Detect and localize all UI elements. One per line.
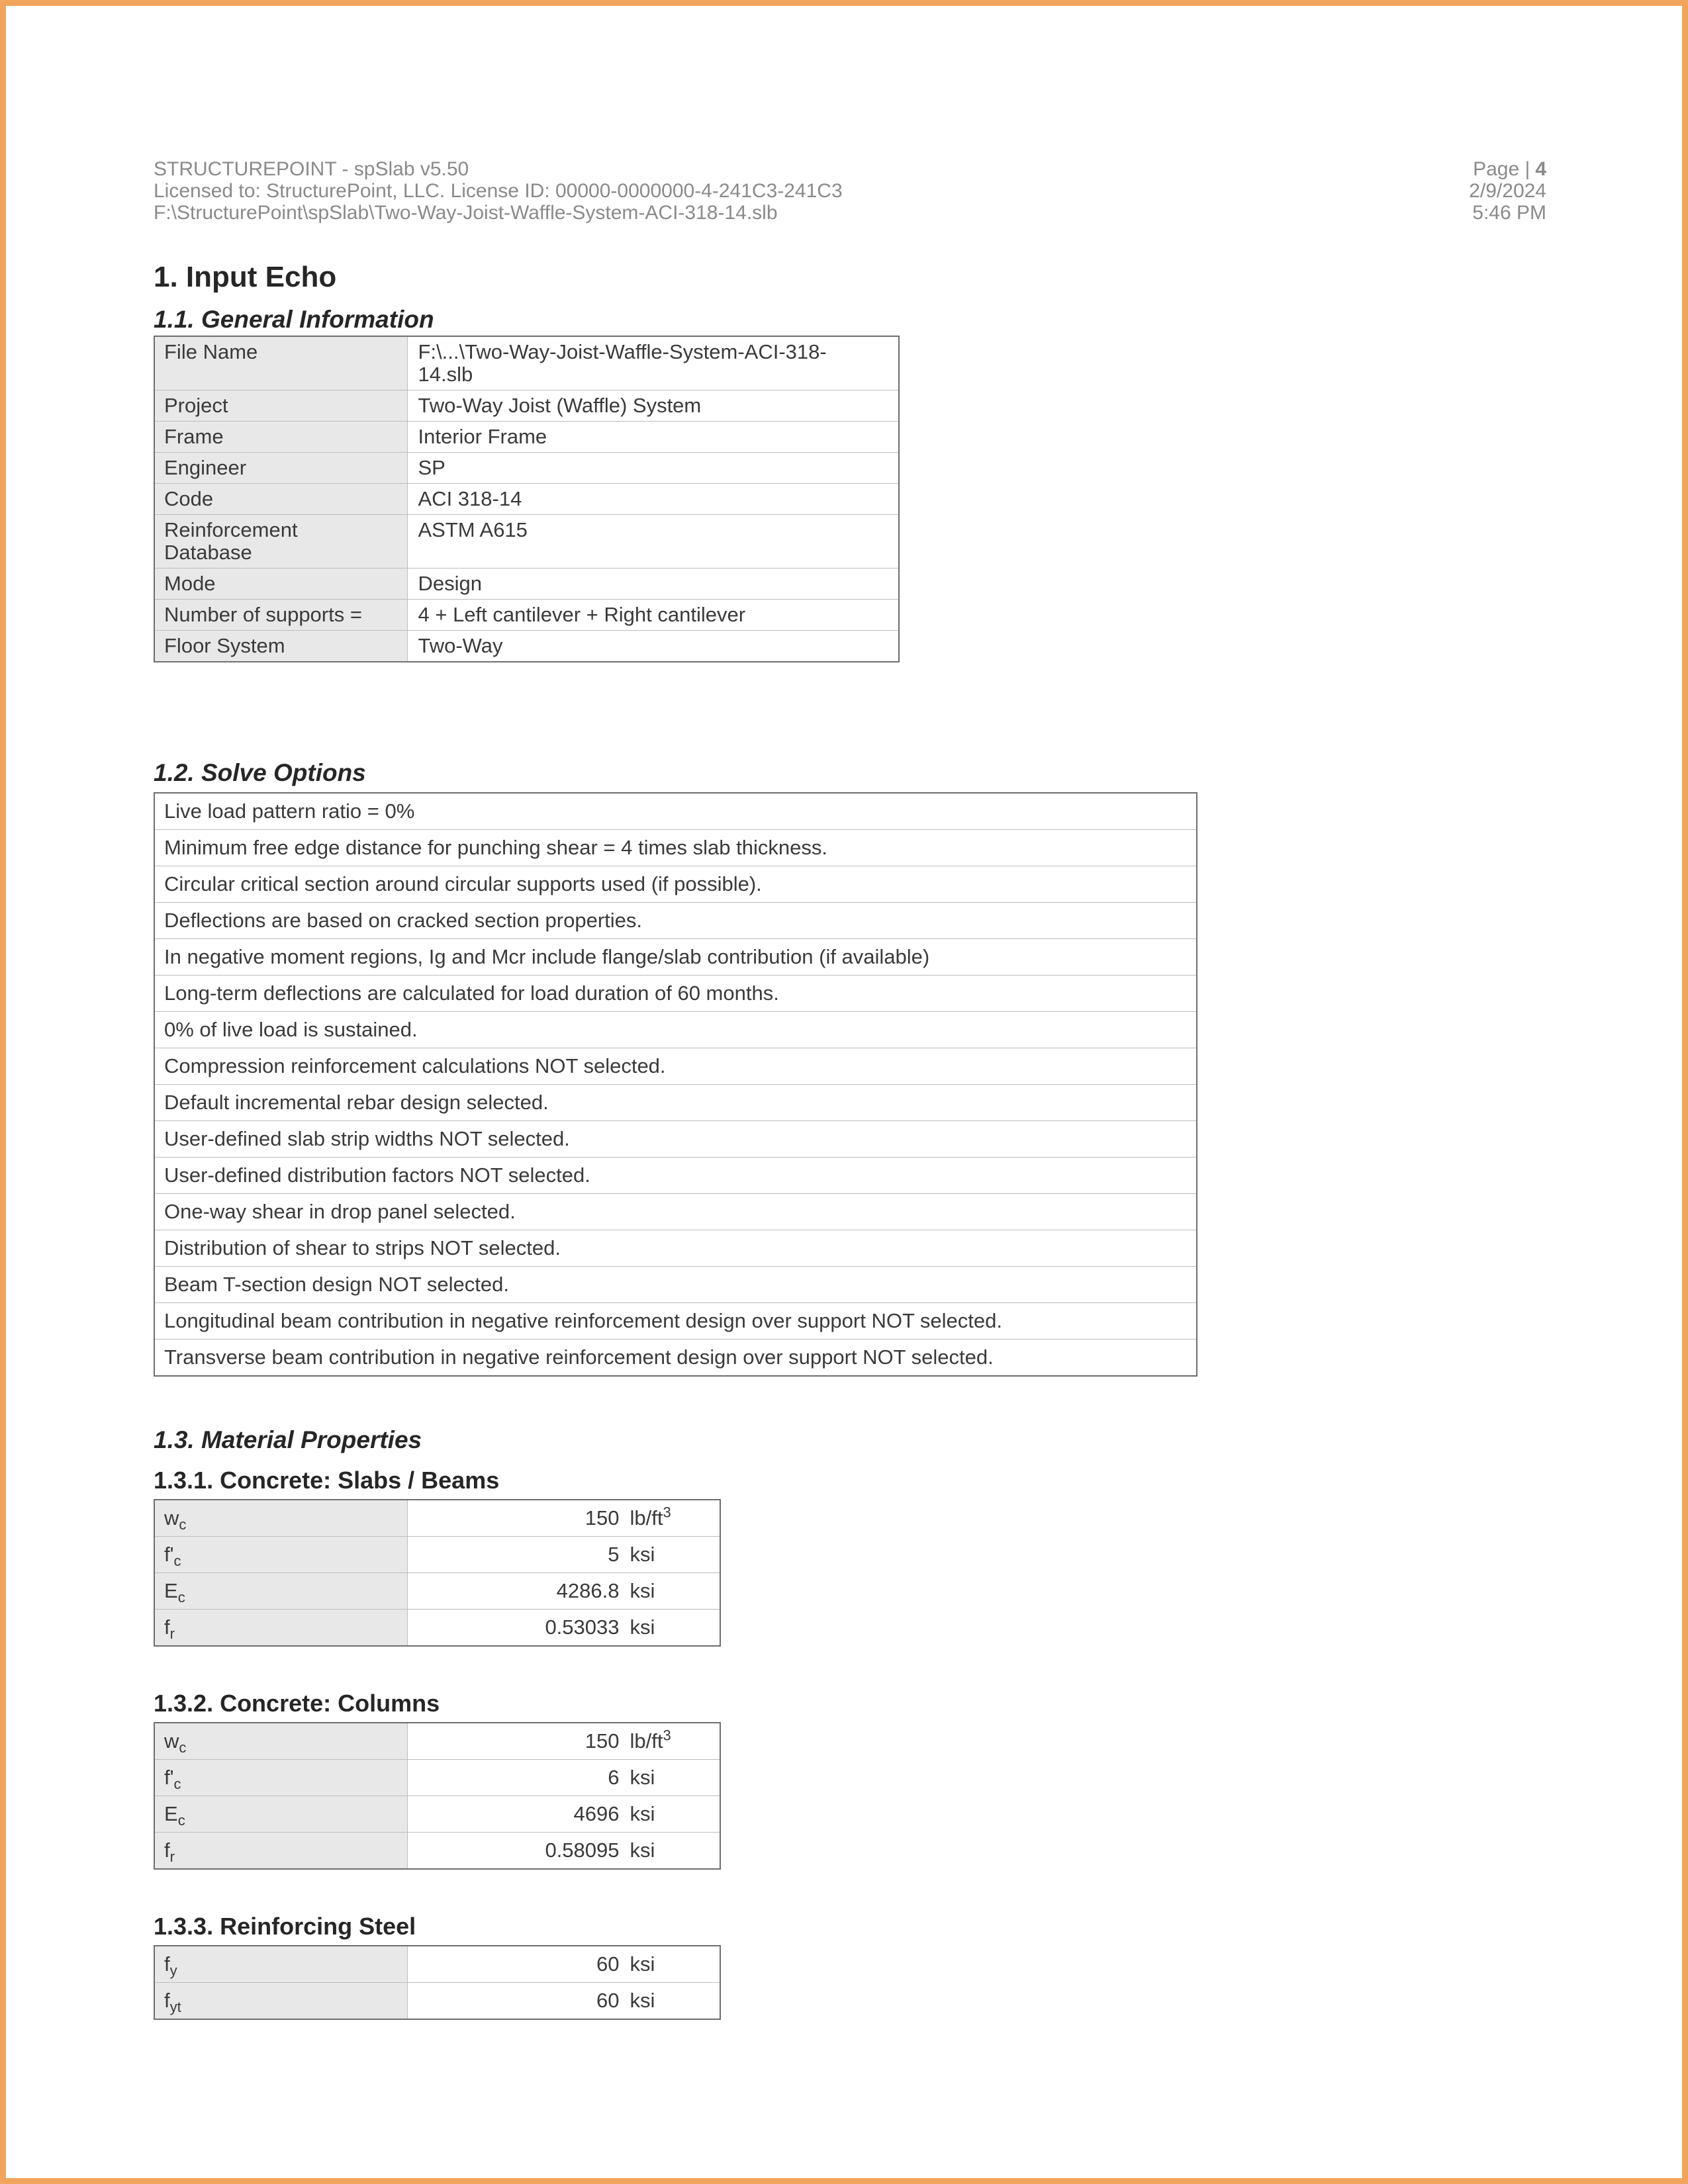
property-unit [630, 1802, 655, 1825]
symbol-subscript: c [179, 1739, 187, 1756]
material-row [154, 1796, 720, 1833]
property-value: 4696 [573, 1802, 620, 1825]
solve-option-row [154, 1194, 1197, 1230]
solve-option-row [154, 1048, 1197, 1085]
property-value-cell [407, 1500, 720, 1537]
app-title: STRUCTUREPOINT - spSlab v5.50 [154, 158, 469, 180]
property-unit [630, 1839, 655, 1862]
unit-superscript: 3 [663, 1727, 671, 1744]
row-value: ASTM A615 [407, 515, 899, 569]
row-value: SP [407, 453, 899, 484]
material-table [154, 1945, 721, 2020]
property-value: 150 [585, 1506, 620, 1529]
property-symbol [154, 1983, 407, 2020]
table-row [154, 336, 899, 390]
solve-option-text: User-defined distribution factors NOT selected. [154, 1158, 1197, 1194]
table-row [154, 422, 899, 453]
symbol-subscript: c [173, 1776, 181, 1793]
property-unit [630, 1506, 671, 1529]
material-table [154, 1722, 721, 1870]
solve-options-table [154, 792, 1197, 1377]
header-right [1469, 158, 1546, 224]
symbol-subscript: c [173, 1553, 181, 1570]
property-value: 0.58095 [545, 1839, 620, 1862]
general-info-table [154, 336, 900, 662]
row-value: 4 + Left cantilever + Right cantilever [407, 600, 899, 631]
material-tables [154, 1469, 1546, 2020]
solve-option-row [154, 939, 1197, 976]
unit-text: ksi [630, 1579, 655, 1602]
solve-options-body [154, 793, 1197, 1376]
symbol-text: f [164, 1615, 170, 1639]
material-subsection-title: 1.3.3. Reinforcing Steel [154, 1913, 416, 1940]
property-symbol [154, 1500, 407, 1537]
table-row [154, 569, 899, 600]
unit-text: ksi [630, 1615, 655, 1639]
solve-option-text: 0% of live load is sustained. [154, 1012, 1197, 1048]
section-title-solve-options: 1.2. Solve Options [154, 759, 366, 786]
unit-text: ksi [630, 1543, 655, 1566]
property-unit [630, 1989, 655, 2012]
material-row [154, 1610, 720, 1647]
property-value-cell [407, 1833, 720, 1870]
material-row [154, 1500, 720, 1537]
symbol-text: w [164, 1506, 179, 1529]
row-label: File Name [154, 336, 407, 390]
unit-text: lb/ft [630, 1729, 663, 1752]
property-value-cell [407, 1946, 720, 1983]
license-line: Licensed to: StructurePoint, LLC. License ID: 00000-0000000-4-241C3-241C3 [154, 180, 843, 202]
solve-option-text: Transverse beam contribution in negative reinforcement design over support NOT selected. [154, 1340, 1197, 1377]
page-content [154, 158, 1546, 2020]
material-row [154, 1760, 720, 1796]
solve-option-text: User-defined slab strip widths NOT selected. [154, 1121, 1197, 1158]
page-header [154, 158, 1546, 224]
property-value: 4286.8 [556, 1579, 620, 1602]
property-unit [630, 1952, 655, 1976]
solve-option-text: Distribution of shear to strips NOT selected. [154, 1230, 1197, 1267]
row-value: Two-Way Joist (Waffle) System [407, 390, 899, 422]
property-unit [630, 1766, 655, 1789]
property-value: 150 [585, 1729, 620, 1752]
unit-text: ksi [630, 1839, 655, 1862]
symbol-text: f [164, 1839, 170, 1862]
report-date: 2/9/2024 [1469, 180, 1546, 202]
row-label: Frame [154, 422, 407, 453]
property-value-cell [407, 1760, 720, 1796]
solve-option-row [154, 1303, 1197, 1340]
solve-option-text: One-way shear in drop panel selected. [154, 1194, 1197, 1230]
solve-option-text: Deflections are based on cracked section properties. [154, 903, 1197, 939]
solve-option-text: In negative moment regions, Ig and Mcr include flange/slab contribution (if available) [154, 939, 1197, 976]
solve-option-row [154, 793, 1197, 830]
section-title-input-echo: 1. Input Echo [154, 261, 337, 293]
solve-option-text: Minimum free edge distance for punching shear = 4 times slab thickness. [154, 830, 1197, 866]
material-row [154, 1723, 720, 1760]
solve-option-row [154, 1121, 1197, 1158]
property-symbol [154, 1796, 407, 1833]
material-subsection-title: 1.3.1. Concrete: Slabs / Beams [154, 1467, 500, 1494]
symbol-text: w [164, 1729, 179, 1752]
unit-superscript: 3 [663, 1504, 671, 1521]
symbol-subscript: r [169, 1848, 175, 1866]
table-row [154, 453, 899, 484]
property-unit [630, 1729, 671, 1752]
symbol-text: f' [164, 1766, 174, 1789]
unit-text: ksi [630, 1802, 655, 1825]
property-symbol [154, 1760, 407, 1796]
solve-option-row [154, 903, 1197, 939]
table-row [154, 484, 899, 515]
solve-option-text: Longitudinal beam contribution in negative reinforcement design over support NOT selected. [154, 1303, 1197, 1340]
property-value-cell [407, 1610, 720, 1647]
material-row [154, 1833, 720, 1870]
material-row [154, 1946, 720, 1983]
row-value: Two-Way [407, 631, 899, 662]
property-symbol [154, 1573, 407, 1610]
row-label: Number of supports = [154, 600, 407, 631]
property-value-cell [407, 1983, 720, 2020]
general-info-body [154, 336, 899, 662]
material-row [154, 1983, 720, 2020]
symbol-subscript: c [177, 1589, 185, 1606]
material-subsection-title: 1.3.2. Concrete: Columns [154, 1690, 440, 1717]
row-label: Floor System [154, 631, 407, 662]
property-symbol [154, 1610, 407, 1647]
solve-option-text: Live load pattern ratio = 0% [154, 793, 1197, 830]
solve-option-text: Default incremental rebar design selected. [154, 1085, 1197, 1121]
solve-option-row [154, 976, 1197, 1012]
property-symbol [154, 1833, 407, 1870]
unit-text: ksi [630, 1952, 655, 1976]
page-number: 4 [1535, 158, 1546, 180]
property-symbol [154, 1946, 407, 1983]
unit-text: ksi [630, 1766, 655, 1789]
solve-option-row [154, 1158, 1197, 1194]
solve-option-text: Long-term deflections are calculated for load duration of 60 months. [154, 976, 1197, 1012]
section-title-general-information: 1.1. General Information [154, 306, 434, 333]
symbol-subscript: yt [169, 1999, 181, 2016]
property-symbol [154, 1723, 407, 1760]
solve-option-row [154, 1340, 1197, 1377]
row-value: ACI 318-14 [407, 484, 899, 515]
property-value: 5 [608, 1543, 620, 1566]
row-label: Mode [154, 569, 407, 600]
row-value: Design [407, 569, 899, 600]
solve-option-text: Circular critical section around circular supports used (if possible). [154, 866, 1197, 903]
solve-option-row [154, 1012, 1197, 1048]
table-row [154, 600, 899, 631]
unit-text: ksi [630, 1989, 655, 2012]
solve-option-text: Compression reinforcement calculations NOT selected. [154, 1048, 1197, 1085]
property-unit [630, 1543, 655, 1566]
property-value-cell [407, 1537, 720, 1573]
page-indicator [1469, 158, 1546, 180]
solve-option-row [154, 1267, 1197, 1303]
page-label: Page | [1473, 158, 1530, 180]
symbol-subscript: c [177, 1812, 185, 1829]
solve-option-text: Beam T-section design NOT selected. [154, 1267, 1197, 1303]
material-row [154, 1573, 720, 1610]
row-label: Code [154, 484, 407, 515]
symbol-subscript: c [179, 1516, 187, 1533]
symbol-text: f [164, 1989, 170, 2012]
solve-option-row [154, 830, 1197, 866]
property-value: 6 [608, 1766, 620, 1789]
table-row [154, 390, 899, 422]
property-value: 0.53033 [545, 1615, 620, 1639]
property-value: 60 [596, 1952, 620, 1976]
symbol-subscript: r [169, 1625, 175, 1643]
file-path: F:\StructurePoint\spSlab\Two-Way-Joist-Waffle-System-ACI-318-14.slb [154, 202, 778, 224]
row-label: Reinforcement Database [154, 515, 407, 569]
symbol-text: E [164, 1802, 178, 1825]
solve-option-row [154, 866, 1197, 903]
row-label: Project [154, 390, 407, 422]
property-value-cell [407, 1796, 720, 1833]
property-unit [630, 1615, 655, 1639]
solve-option-row [154, 1085, 1197, 1121]
material-table [154, 1499, 721, 1647]
property-value-cell [407, 1723, 720, 1760]
property-value-cell [407, 1573, 720, 1610]
table-row [154, 515, 899, 569]
unit-text: lb/ft [630, 1506, 663, 1529]
row-value: F:\...\Two-Way-Joist-Waffle-System-ACI-318-14.slb [407, 336, 899, 390]
row-label: Engineer [154, 453, 407, 484]
solve-option-row [154, 1230, 1197, 1267]
header-left [154, 158, 843, 224]
property-symbol [154, 1537, 407, 1573]
property-value: 60 [596, 1989, 620, 2012]
material-row [154, 1537, 720, 1573]
row-value: Interior Frame [407, 422, 899, 453]
symbol-subscript: y [169, 1962, 177, 1979]
symbol-text: E [164, 1579, 178, 1602]
symbol-text: f' [164, 1543, 174, 1566]
symbol-text: f [164, 1952, 170, 1976]
property-unit [630, 1579, 655, 1602]
section-title-material-properties: 1.3. Material Properties [154, 1426, 422, 1453]
table-row [154, 631, 899, 662]
report-time: 5:46 PM [1472, 202, 1546, 224]
